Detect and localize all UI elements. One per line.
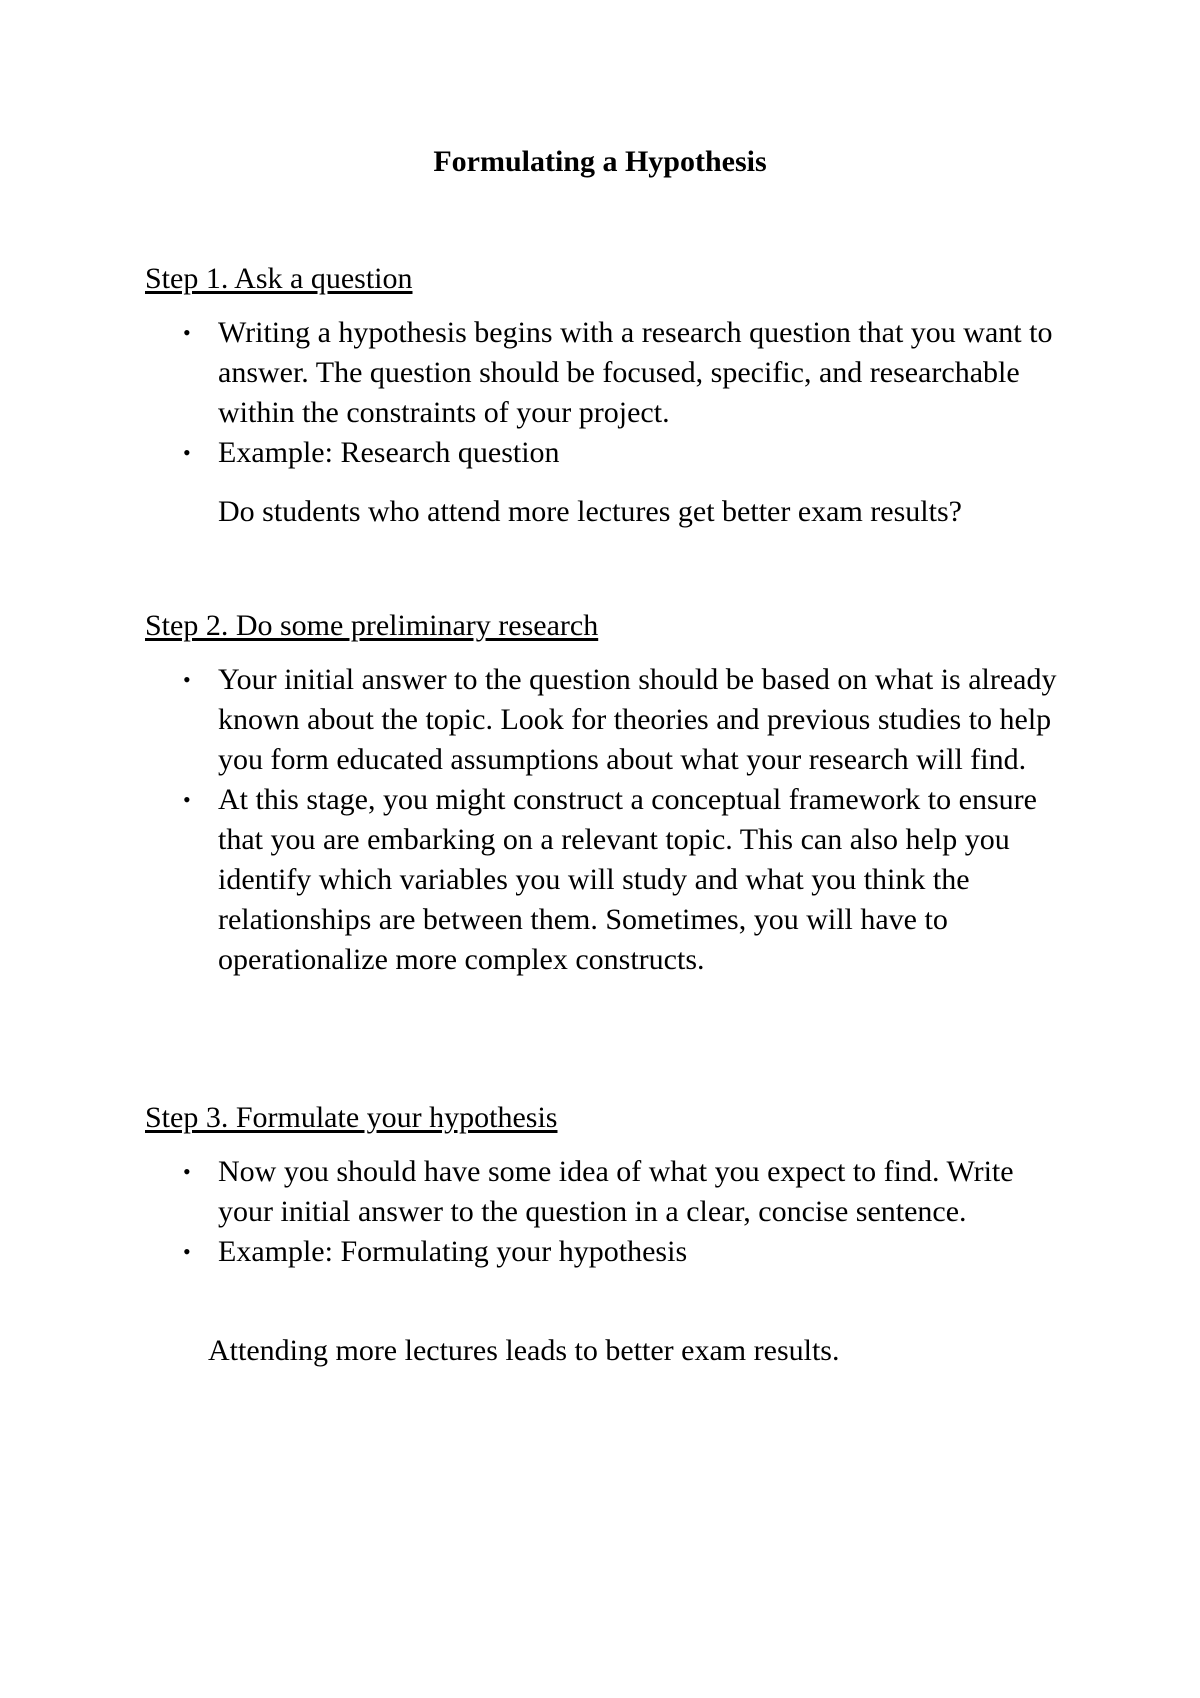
bullet-icon: • bbox=[183, 667, 191, 692]
bullet-icon: • bbox=[183, 1239, 191, 1264]
step-3-example: Attending more lectures leads to better exam results. bbox=[208, 1334, 840, 1367]
step-2-heading: Step 2. Do some preliminary research bbox=[145, 609, 599, 642]
step-2-bullet-1 bbox=[0, 660, 1068, 780]
step-3-bullet-1-text: Now you should have some idea of what you expect to find. Write your initial answer to the question in a clear, concise sentence. bbox=[218, 1155, 1014, 1228]
step-1-example: Do students who attend more lectures get better exam results? bbox=[218, 495, 962, 528]
step-1-heading: Step 1. Ask a question bbox=[145, 262, 413, 295]
step-2-bullet-2 bbox=[0, 780, 1068, 980]
step-3-heading: Step 3. Formulate your hypothesis bbox=[145, 1101, 558, 1134]
bullet-icon: • bbox=[183, 440, 191, 465]
step-2-bullet-list bbox=[0, 660, 1200, 980]
step-3-bullet-2-text: Example: Formulating your hypothesis bbox=[218, 1235, 688, 1268]
bullet-icon: • bbox=[183, 1159, 191, 1184]
step-3-bullet-1 bbox=[0, 1152, 1068, 1232]
step-1-bullet-list bbox=[0, 313, 1200, 473]
step-3-bullet-list bbox=[0, 1152, 1200, 1272]
bullet-icon: • bbox=[183, 320, 191, 345]
document-title: Formulating a Hypothesis bbox=[433, 145, 767, 178]
step-1-bullet-1 bbox=[0, 313, 1068, 433]
step-1-bullet-1-text: Writing a hypothesis begins with a research question that you want to answer. The question should be focused, specific, and researchable within the constraints of your project. bbox=[218, 316, 1053, 429]
step-3-bullet-2 bbox=[0, 1232, 1068, 1272]
bullet-icon: • bbox=[183, 787, 191, 812]
step-1-bullet-2-text: Example: Research question bbox=[218, 436, 560, 469]
step-2-bullet-2-text: At this stage, you might construct a conceptual framework to ensure that you are embarking on a relevant topic. This can also help you identify which variables you will study and what you think the relationships are between them. Sometimes, you will have to operationalize more complex constructs. bbox=[218, 783, 1037, 976]
step-2-bullet-1-text: Your initial answer to the question should be based on what is already known about the topic. Look for theories and previous studies to help you form educated assumptions about what your research will find. bbox=[218, 663, 1057, 776]
step-1-bullet-2 bbox=[0, 433, 1068, 473]
